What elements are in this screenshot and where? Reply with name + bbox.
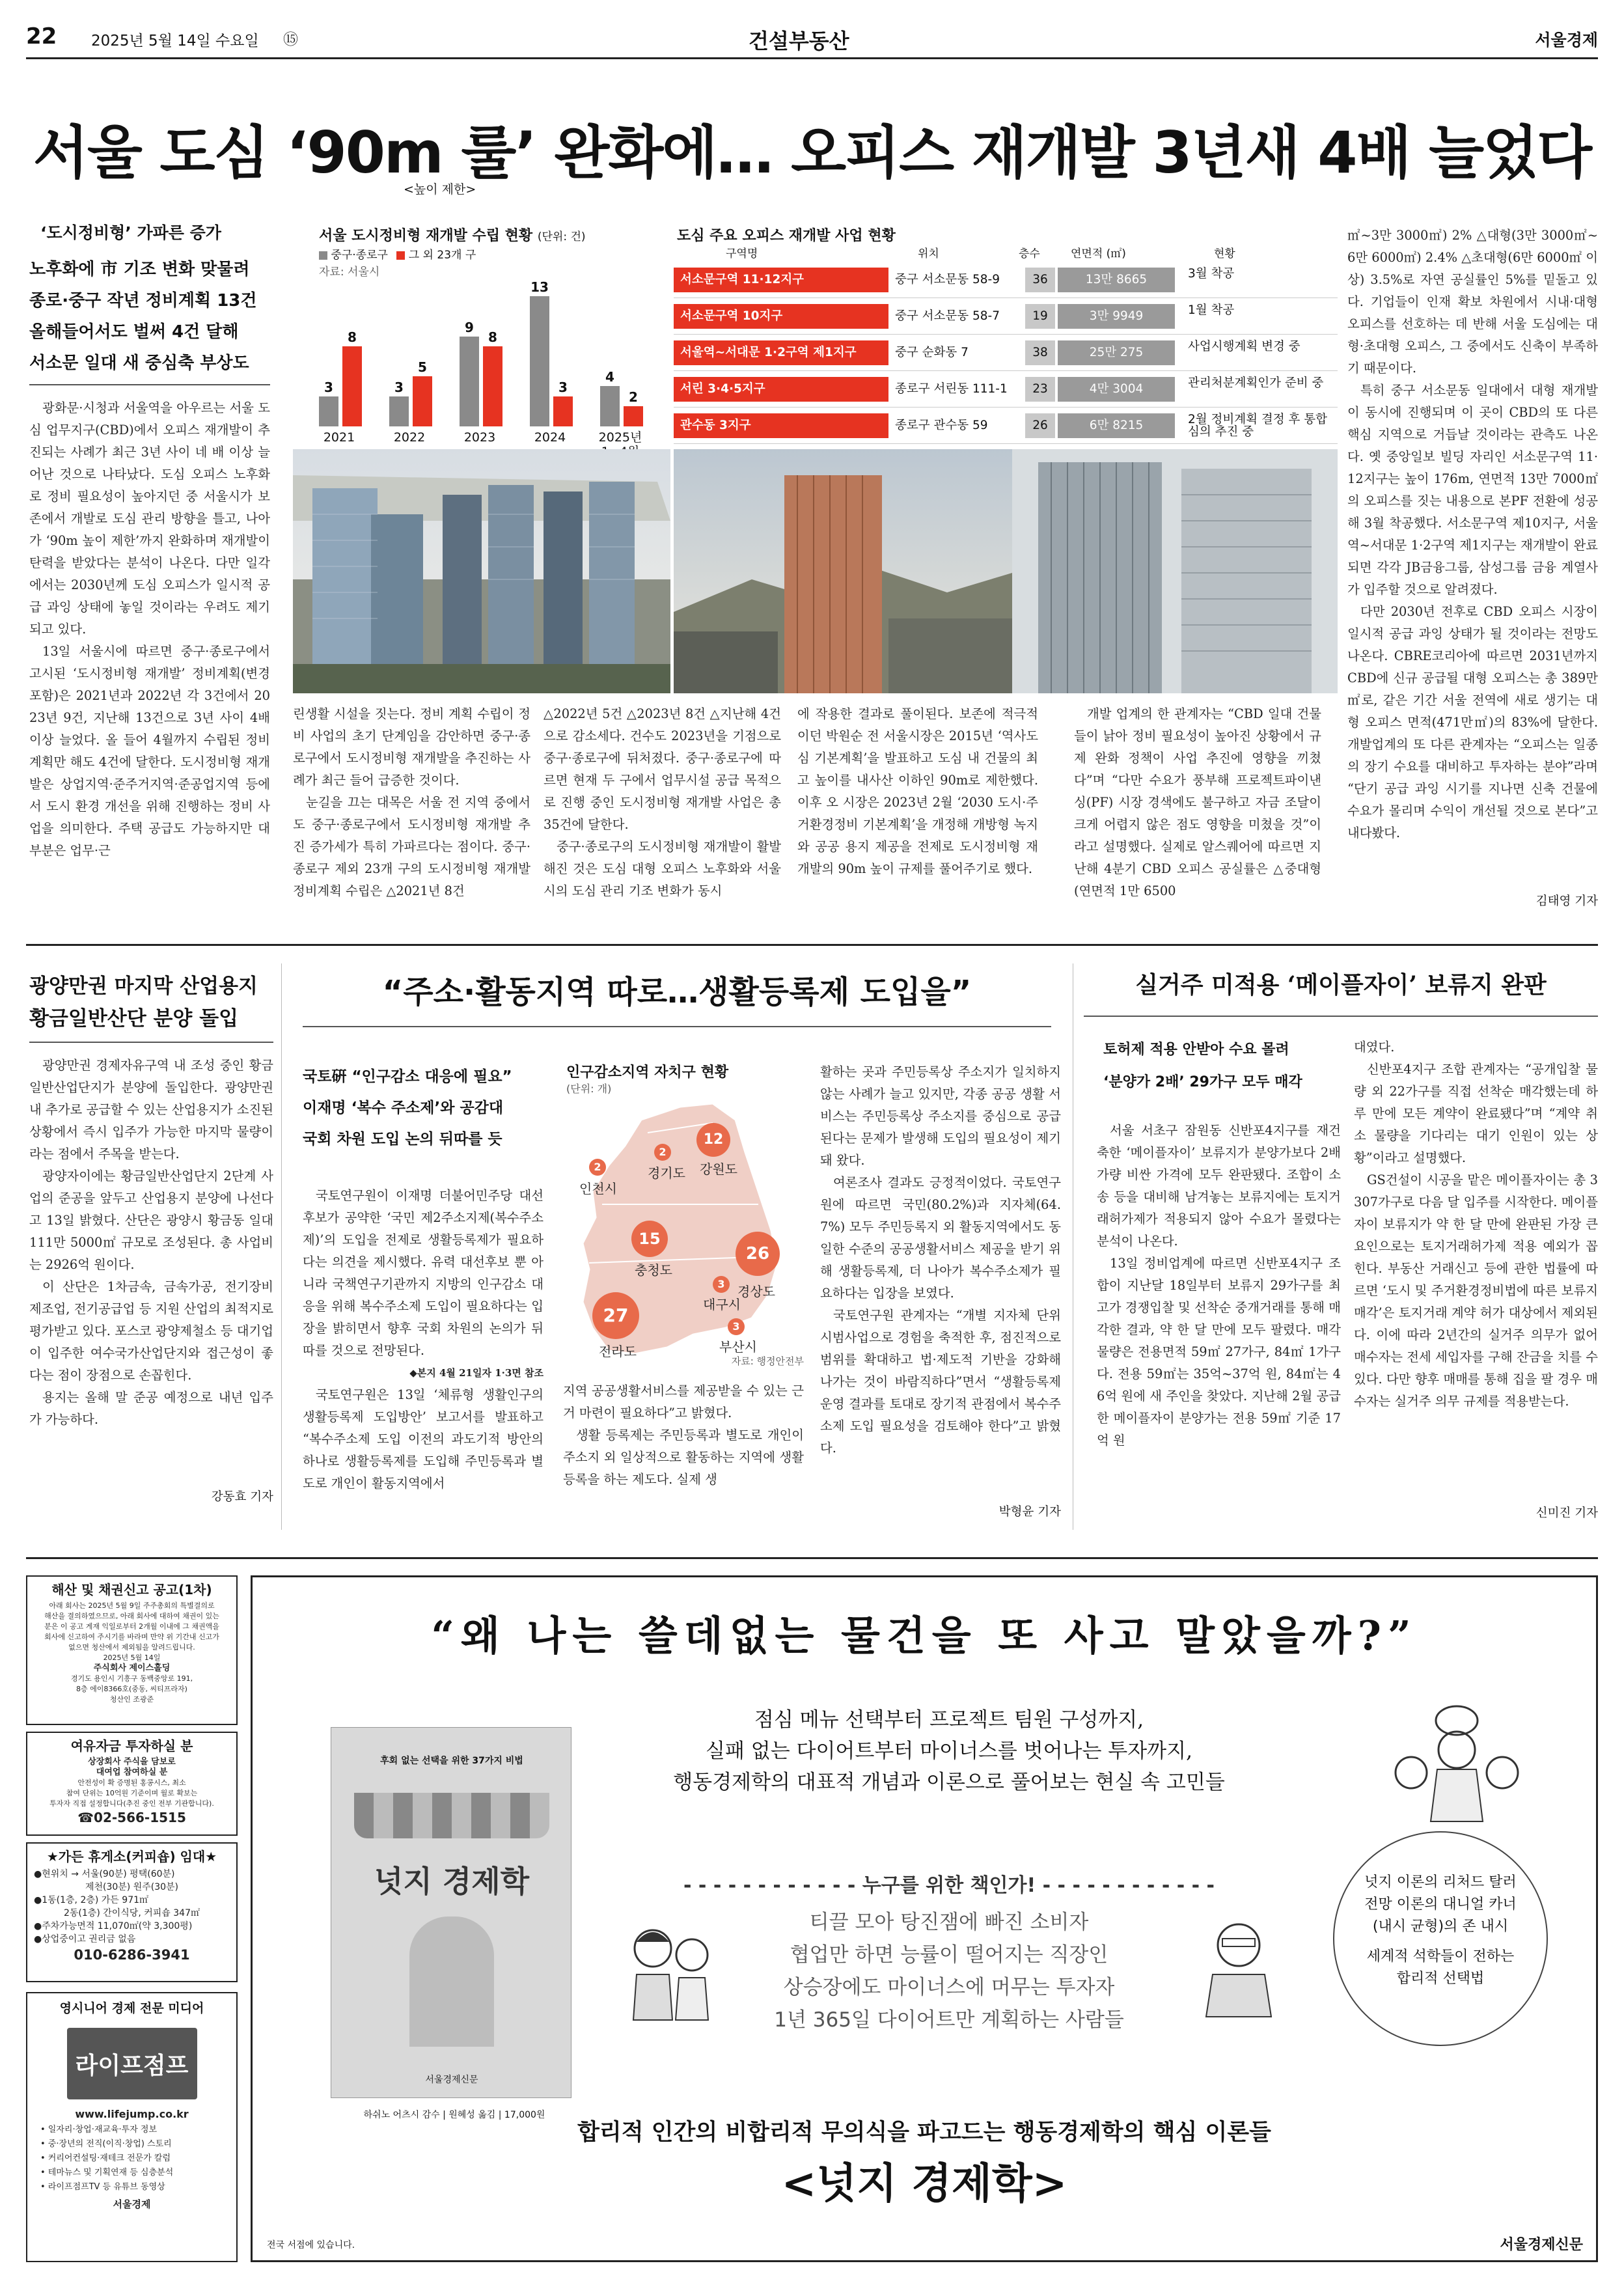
paragraph: 여론조사 결과도 긍정적이었다. 국토연구원에 따르면 국민(80.2%)과 지자체(64.7%) 모두 주민등록지 외 활동지역에서도 동일한 수준의 공공생활서비스 제공을 받기 위해 생활등록제, 더 나아가 복수주소제가 필요하다는 입장을 보였다.	[820, 1175, 1061, 1301]
table-cell: 중구 서소문동 58-7	[895, 309, 1000, 323]
issue-date: 2025년 5월 14일 수요일	[91, 33, 259, 49]
classified-rental	[26, 1842, 238, 1982]
lead-column-5	[1074, 703, 1321, 911]
intro-line: 점심 메뉴 선택부터 프로젝트 팀원 구성까지,	[754, 1708, 1144, 1732]
article-maplexi-byline: 신미진 기자	[1535, 1506, 1598, 1520]
region-dot: 26	[736, 1232, 780, 1276]
table-cell: 3만 9949	[1058, 304, 1175, 329]
classified-title: ★가든 휴게소(커피숍) 임대★	[46, 1849, 217, 1864]
chart-title	[319, 225, 586, 245]
table-header: 현황	[1214, 247, 1235, 260]
legend-swatch-1	[319, 251, 327, 260]
for-whom-dash: - - - - - - - - - - - -	[1042, 1874, 1215, 1897]
chart-bar	[530, 296, 549, 426]
table-cell: 6만 8215	[1058, 413, 1175, 438]
article-industrial-body	[29, 1055, 273, 1478]
book-ad-publisher: 서울경제신문	[1500, 2237, 1583, 2253]
table-cell: 38	[1025, 340, 1055, 365]
chart-bar	[413, 376, 432, 426]
paragraph: 13일 서울시에 따르면 중구·종로구에서 고시된 ‘도시정비형 재개발’ 정비계획(변경 포함)은 2021년과 2022년 각 3건에서 2023년 9건, 지난해 13건으로 3년 사이 4배 이상 늘었다. 올 들어 4월까지 수립된 정비 계획만 해도 4건에 달한다. 도시정비형 재개발은 상업지역·준주거지역·준공업지역 등에서 도시 환경 개선을 위해 진행하는 정비 사업을 의미한다. 주택 공급도 가능하지만 대부분은 업무·근	[29, 644, 270, 858]
legend-swatch-2	[396, 251, 405, 260]
cartoon-person-right	[1190, 1909, 1287, 2020]
section-divider-1	[26, 944, 1598, 946]
paragraph: 특히 중구 서소문동 일대에서 대형 재개발이 동시에 진행되며 이 곳이 CBD의 또 다른 핵심 지역으로 거듭날 것이라는 관측도 나온다. 옛 중앙일보 빌딩 자리인 서소문구역 11·12지구는 높이 176m, 연면적 13만 7000㎡의 오피스를 짓는 내용으로 본PF 전환에 성공해 3월 착공했다. 서소문구역 제10지구, 서울역~서대문 1·2구역 제1지구는 재개발이 완료되면 각각 JB금융그룹, 삼성그룹 금융 계열사가 입주할 것으로 알려졌다.	[1347, 383, 1598, 597]
classified-line: 참여 단위는 10억원 기준이며 월로 확보는	[66, 1789, 198, 1797]
region-label: 경기도	[648, 1165, 685, 1181]
paragraph: ㎡~3만 3000㎡) 2% △대형(3만 3000㎡~6만 6000㎡) 2.4% △초대형(6만 6000㎡ 이상) 3.5%로 자연 공실률인 5%를 밑돌고 있다. 기업들이 인재 확보 차원에서 시내·대형 오피스를 선호하는 데 반해 서울 도심에는 대형·초대형 오피스, 그 중에서도 신축이 부족하기 때문이다.	[1347, 228, 1598, 376]
article-maplexi-subheads	[1103, 1034, 1344, 1099]
region-label: 충청도	[635, 1262, 672, 1278]
paragraph: 생활 등록제는 주민등록과 별도로 개인이 주소지 외 일상적으로 활동하는 지역에 생활 등록을 하는 제도다. 실제 생	[563, 1428, 804, 1487]
classified-line: 경기도 용인시 기흥구 동백중앙로 191,	[70, 1674, 193, 1683]
region-dot: 2	[589, 1159, 606, 1176]
lead-subhead: 노후화에 市 기조 변화 맞물려	[29, 260, 250, 279]
table-row	[674, 268, 1338, 292]
map-title: 인구감소지역 자치구 현황	[566, 1064, 729, 1081]
article-registration-col-3	[820, 1061, 1061, 1523]
classified-line: 분은 이 공고 게재 익일로부터 2개월 이내에 그 채권액을	[44, 1622, 219, 1631]
classified-line: 없으면 청산에서 제외됨을 알려드립니다.	[68, 1643, 195, 1652]
building-illustration-1	[293, 449, 670, 693]
table-cell: 서린 3·4·5지구	[674, 377, 888, 402]
classified-line: ●현위치 → 서울(90분) 평택(60분)	[34, 1869, 175, 1879]
book-author-line: 하쉬노 어츠시 감수 | 원혜성 옮김 | 17,000원	[363, 2110, 545, 2120]
table-cell: 서소문구역 10지구	[674, 304, 888, 329]
article-maplexi-headline: 실거주 미적용 ‘메이플자이’ 보류지 완판	[1135, 971, 1547, 999]
classified-line: 8층 에이8366호(중동, 씨티프라자)	[76, 1685, 187, 1693]
lead-column-1	[29, 397, 270, 1016]
legend-label-1: 중구·종로구	[331, 249, 388, 262]
audience-line: 협업만 하면 능률이 떨어지는 직장인	[790, 1943, 1108, 1967]
paragraph: 신반포4지구 조합 관계자는 “공개입찰 물량 외 22가구를 직접 선착순 매각했는데 하루 만에 모든 계약이 완료됐다”며 “계약 취소 물량을 기다리는 대기 인원이 있는 상황”이라고 설명했다.	[1354, 1062, 1598, 1165]
classified-title: 영시니어 경제 전문 미디어	[59, 2001, 204, 2015]
region-label: 부산시	[719, 1339, 757, 1355]
table-cell: 서소문구역 11·12지구	[674, 268, 888, 292]
paragraph: 국토연구원은 13일 ‘체류형 생활인구의 생활등록제 도입방안’ 보고서를 발표하고 “복수주소제 도입 이전의 과도기적 방안의 하나로 생활등록제를 도입해 주민등록과 별도로 개인이 활동지역에서	[303, 1387, 544, 1491]
region-label: 대구시	[703, 1297, 741, 1312]
chart-unit: (단위: 건)	[537, 230, 586, 243]
chart-data-label: 2	[629, 389, 638, 405]
section-name: 건설부동산	[749, 29, 849, 53]
table-cell: 중구 서소문동 58-9	[895, 273, 1000, 286]
classified-line: 상장회사 주식을 담보로	[88, 1757, 176, 1767]
classified-line: 2025년 5월 14일	[103, 1653, 161, 1662]
paragraph: 다만 2030년 전후로 CBD 오피스 시장이 일시적 공급 과잉 상태가 될 것이라는 전망도 나온다. CBRE코리아에 따르면 2031년까지 CBD에 신규 공급될 대형 오피스는 총 389만㎡로, 같은 기간 서울 전역에 새로 생기는 대형 오피스 면적(471만㎡)의 83%에 달한다. 개발업계의 또 다른 관계자는 “오피스는 일종의 장기 수요를 대비하고 투자하는 분야”라며 “단기 공급 과잉 시기를 지나면 신축 건물에 수요가 몰리며 수익이 개선될 것으로 본다”고 내다봤다.	[1347, 604, 1598, 840]
classified-line: 청산인 조광준	[109, 1695, 154, 1704]
paragraph: 광양자이에는 황금일반산업단지 2단계 사업의 준공을 앞두고 산업용지 분양에 나선다고 13일 밝혔다. 산단은 광양시 황금동 일대 111만 5000㎡ 규모로 조성된다. 총 사업비는 2926억 원이다.	[29, 1169, 273, 1272]
classified-line: • 중·장년의 전직(이직·창업) 스토리	[40, 2139, 172, 2149]
classified-url: www.lifejump.co.kr	[75, 2108, 189, 2120]
subhead: 국토硏 “인구감소 대응에 필요”	[303, 1068, 512, 1085]
table-cell: 19	[1025, 304, 1055, 329]
paragraph: 13일 정비업계에 따르면 신반포4지구 조합이 지난달 18일부터 보류지 29가구를 최고가 경쟁입찰 및 선착순 중개거래를 통해 매각한 결과, 약 한 달 만에 모두 팔렸다. 매각 물량은 전용면적 59㎡ 27가구, 84㎡ 1가구다. 전용 59㎡는 35억~37억 원, 84㎡는 46억 원에 새 주인을 찾았다. 지난해 2월 공급한 메이플자이 분양가는 전용 59㎡ 기준 17억 원	[1097, 1256, 1341, 1448]
book-audience	[669, 1906, 1229, 2036]
paragraph: 용지는 올해 말 준공 예정으로 내년 입주가 가능하다.	[29, 1390, 273, 1427]
article-registration-subheads	[303, 1061, 550, 1155]
table-cell: 관리처분계획인가 준비 중	[1188, 376, 1324, 390]
circle-line: 전망 이론의 대니얼 카너	[1364, 1896, 1517, 1913]
chart-title-text: 서울 도시정비형 재개발 수립 현황	[319, 228, 533, 244]
paragraph: 활하는 곳과 주민등록상 주소지가 일치하지 않는 사례가 늘고 있지만, 각종 공공 생활 서비스는 주민등록상 주소지를 중심으로 공급된다는 문제가 발생해 도입의 필요성이 제기돼 왔다.	[820, 1064, 1061, 1168]
classified-line: • 일자리·창업·재교육·투자 정보	[40, 2125, 158, 2135]
circle-text	[1334, 1872, 1547, 1990]
lead-headline: 서울 도심 ‘90m 룰’ 완화에… 오피스 재개발 3년새 4배 늘었다	[33, 119, 1591, 186]
book-cover-awning	[354, 1793, 549, 1838]
book-cover	[331, 1727, 571, 2098]
book-ad-circle	[1333, 1831, 1548, 2046]
classified-line: 안전성이 확 증명된 홍콩시스, 최소	[77, 1778, 186, 1787]
classified-phone: 010-6286-3941	[74, 1947, 190, 1963]
table-cell: 3월 착공	[1188, 267, 1235, 281]
table-cell: 23	[1025, 377, 1055, 402]
building-illustration-3	[1012, 449, 1338, 693]
classified-line: 회사에 신고하여 주시기를 바라며 만약 위 기간내 신고가	[44, 1633, 219, 1641]
classified-line: • 커리어컨설팅·재테크 전문가 칼럼	[40, 2153, 171, 2163]
subhead: 토허제 적용 안받아 수요 몰려	[1103, 1042, 1289, 1058]
table-cell: 13만 8665	[1058, 268, 1175, 292]
bar-chart	[293, 225, 657, 456]
chart-tick-label: 2021	[323, 430, 355, 445]
classified-line: • 테마뉴스 및 기획연재 등 심층분석	[40, 2168, 174, 2178]
region-label: 전라도	[599, 1344, 637, 1359]
chart-bar	[460, 337, 479, 426]
chart-data-label: 8	[348, 329, 357, 345]
cartoon-chef-group	[1372, 1695, 1541, 1825]
table-cell: 종로구 관수동 59	[895, 419, 988, 432]
table-cell: 36	[1025, 268, 1055, 292]
circle-line: 세계적 석학들이 전하는	[1366, 1948, 1515, 1965]
headline-note: <높이 제한>	[404, 182, 476, 197]
table-cell: 2월 정비계획 결정 후 통합심의 추진 중	[1188, 413, 1328, 439]
paragraph: 국토연구원 관계자는 “개별 지자체 단위 시범사업으로 경험을 축적한 후, 점진적으로 범위를 확대하고 법·제도적 기반을 강화해 나가는 것이 바람직하다”면서 “생활등록제 운영 결과를 토대로 장기적 관점에서 복수주소제 도입 필요성을 검토해야 한다”고 밝혔다.	[820, 1308, 1061, 1456]
classified-line: ●1동(1층, 2층) 가든 971㎡	[34, 1895, 149, 1905]
table-header: 층수	[1019, 247, 1040, 260]
table-title: 도심 주요 오피스 재개발 사업 현황	[677, 228, 896, 244]
region-dot: 27	[592, 1292, 639, 1339]
circle-line: 합리적 선택법	[1396, 1971, 1485, 1987]
paragraph: △2022년 5건 △2023년 8건 △지난해 4건으로 감소세다. 건수도 2023년을 기점으로 중구·종로구에 뒤처졌다. 중구·종로구에 따르면 현재 두 구에서 업무시설 공급 목적으로 진행 중인 도시정비형 재개발 사업은 총 35건에 달한다.	[544, 706, 781, 832]
page-number: 22	[26, 23, 57, 49]
article-industrial-headline: 광양만권 마지막 산업용지 황금일반산단 분양 돌입	[29, 975, 258, 1031]
region-dot: 3	[728, 1318, 745, 1335]
paragraph: 개발 업계의 한 관계자는 “CBD 일대 건물들이 낡아 정비 필요성이 높아진 상황에서 규제 완화 정책이 사업 추진에 영향을 끼쳤다”며 “다만 수요가 풍부해 프로젝트파이낸싱(PF) 시장 경색에도 불구하고 자금 조달이 크게 어렵지 않은 점도 영향을 미쳤을 것”이라고 설명했다. 실제로 알스퀘어에 따르면 지난해 4분기 CBD 오피스 공실률은 △중대형(연면적 1만 6500	[1074, 706, 1321, 898]
book-ad-title: <넛지 경제학>	[781, 2159, 1067, 2208]
lead-subhead: 올해들어서도 벌써 4건 달해	[29, 322, 239, 342]
table-row-divider	[674, 334, 1338, 335]
table-row-divider	[674, 297, 1338, 298]
chart-plot-area	[306, 277, 657, 426]
region-dot: 2	[654, 1144, 671, 1161]
classified-line: 해산을 결의하였으므로, 아래 회사에 대하여 채권이 있는	[44, 1612, 219, 1620]
book-cover-title: 넛지 경제학	[374, 1864, 530, 1899]
chart-tick-label: 2023	[463, 430, 496, 445]
rendering-photo-1	[293, 449, 670, 693]
chart-bar	[389, 396, 409, 426]
classified-line: • 라이프점프TV 등 유튜브 동영상	[40, 2182, 165, 2192]
chart-tick-label: 2022	[393, 430, 426, 445]
chart-bar	[624, 406, 643, 426]
chart-data-label: 3	[394, 380, 404, 395]
table-row-divider	[674, 407, 1338, 408]
audience-line: 1년 365일 다이어트만 계획하는 사람들	[774, 2008, 1124, 2032]
classified-phone: ☎02-566-1515	[77, 1810, 186, 1825]
chart-bar	[600, 386, 620, 426]
classified-line: ●상업중이고 권리금 없음	[34, 1934, 136, 1944]
chart-tick-label: 2024	[534, 430, 566, 445]
table-header: 연면적 (㎡)	[1071, 247, 1126, 260]
classified-investment	[26, 1732, 238, 1836]
book-advertisement	[251, 1575, 1598, 2262]
lead-subheads	[29, 254, 270, 379]
table-row	[674, 340, 1338, 365]
book-cover-top: 후회 없는 선택을 위한 37가지 비법	[380, 1756, 523, 1766]
paragraph: 린생활 시설을 짓는다. 정비 계획 수립이 정비 사업의 초기 단계임을 감안하면 중구·종로구에서 도시정비형 재개발을 추진하는 사례가 최근 들어 급증한 것이다.	[293, 706, 530, 788]
region-map	[563, 1061, 804, 1367]
paragraph: 에 작용한 결과로 풀이된다. 보존에 적극적이던 박원순 전 서울시장은 2015년 ‘역사도심 기본계획’을 발표하고 도심 내 건물의 최고 높이를 내사산 이하인 90m로 제한했다. 이후 오 시장은 2023년 2월 ‘2030 도시·주거환경정비 기본계획’을 개정해 개방형 녹지와 공공 용지 제공을 전제로 도시정비형 재개발의 90m 높이 규제를 풀어주기로 했다.	[797, 706, 1038, 876]
intro-line: 실패 없는 다이어트부터 마이너스를 벗어나는 투자까지,	[706, 1739, 1192, 1763]
lead-kicker: ‘도시정비형’ 가파른 증가	[40, 223, 221, 242]
lead-byline: 김태영 기자	[1535, 894, 1598, 908]
circle-line: 넛지 이론의 리처드 탈러	[1364, 1874, 1517, 1890]
for-whom-dash: - - - - - - - - - - - -	[683, 1874, 862, 1897]
table-cell: 25만 275	[1058, 340, 1175, 365]
chart-data-label: 5	[418, 359, 427, 375]
article-registration	[290, 963, 1064, 1536]
region-dot: 12	[696, 1123, 730, 1157]
article-registration-col-1	[303, 1185, 544, 1523]
intro-line: 행동경제학의 대표적 개념과 이론으로 풀어보는 현실 속 고민들	[673, 1771, 1225, 1794]
rendering-photo-3	[1012, 449, 1338, 693]
reference-note: ◆본지 4월 21일자 1·3면 참조	[409, 1367, 544, 1379]
headline-rule	[1084, 1016, 1598, 1017]
chart-data-label: 13	[530, 279, 549, 295]
table-row-divider	[674, 443, 1338, 444]
book-ad-headline: “왜 나는 쓸데없는 물건을 또 사고 말았을까?”	[431, 1612, 1418, 1659]
classified-line: 2동(1층) 간이식당, 커피숍 347㎡	[64, 1908, 200, 1918]
chart-data-label: 9	[465, 320, 474, 335]
book-ad-intro	[656, 1704, 1242, 1798]
classified-line: ●주차가능면적 11,070㎡(약 3,300평)	[34, 1921, 193, 1931]
region-label: 경상도	[737, 1284, 775, 1299]
table-cell: 종로구 서린동 111-1	[895, 382, 1008, 396]
book-cover-figure	[409, 1916, 494, 2047]
table-header: 위치	[918, 247, 939, 260]
paragraph: 서울 서초구 잠원동 신반포4지구를 재건축한 ‘메이플자이’ 보류지가 분양가보다 2배가량 비싼 가격에 모두 완판됐다. 조합이 소송 등을 대비해 남겨놓는 보류지에는 토지거래허가제가 적용되지 않아 수요가 몰렸다는 분석이 나온다.	[1097, 1123, 1341, 1249]
chart-bar	[483, 346, 502, 426]
for-whom-heading	[669, 1869, 1229, 1898]
paragraph: 국토연구원이 이재명 더불어민주당 대선후보가 공약한 ‘국민 제2주소지제(복수주소제)’의 도입을 전제로 생활등록제가 필요하다는 의견을 제시했다. 유력 대선후보 뿐 아니라 국책연구기관까지 지방의 인구감소 대응을 위해 복수주소제 도입이 필요하다는 입장을 밝히면서 향후 국회 차원의 논의가 뒤따를 것으로 전망된다.	[303, 1188, 544, 1358]
paragraph: 눈길을 끄는 대목은 서울 전 지역 중에서도 중구·종로구에서 도시정비형 재개발 추진 증가세가 특히 가파르다는 점이다. 중구·종로구 제외 23개 구의 도시정비형 재개발 정비계획 수립은 △2021년 8건	[293, 795, 530, 898]
paragraph: 광화문·시청과 서울역을 아우르는 서울 도심 업무지구(CBD)에서 오피스 재개발이 추진되는 사례가 최근 3년 사이 네 배 이상 늘어난 것으로 나타났다. 도심 오피스 노후화로 정비 필요성이 높아지던 중 서울시가 보존에서 개발로 도심 관리 방향을 틀고, 나아가 ‘90m 높이 제한’까지 완화하며 재개발이 탄력을 받았다는 분석이 나온다. 다만 일각에서는 2030년께 도심 오피스가 일시적 공급 과잉 상태에 놓일 것이라는 우려도 제기되고 있다.	[29, 400, 270, 637]
chart-data-label: 4	[605, 369, 614, 385]
lifejump-logo	[67, 2028, 197, 2099]
table-cell: 중구 순화동 7	[895, 346, 969, 359]
for-whom-text: 누구를 위한 책인가!	[862, 1874, 1036, 1897]
paragraph: 광양만권 경제자유구역 내 조성 중인 황금일반산업단지가 분양에 돌입한다. 광양만권 내 추가로 공급할 수 있는 산업용지가 소진된 상황에서 즉시 입주가 가능한 마지막 물량이라는 점에서 주목을 받는다.	[29, 1058, 273, 1161]
rendering-photo-2	[674, 449, 1012, 693]
audience-line: 상승장에도 마이너스에 머무는 투자자	[783, 1976, 1115, 1999]
classified-title: 여유자금 투자하실 분	[70, 1738, 193, 1754]
table-cell: 서울역~서대문 1·2구역 제1지구	[674, 340, 888, 365]
article-registration-byline: 박형윤 기자	[820, 1502, 1061, 1519]
classified-title: 해산 및 채권신고 공고(1차)	[51, 1582, 212, 1598]
chart-bar	[342, 346, 362, 426]
column-rule	[281, 963, 282, 1530]
region-label: 강원도	[700, 1161, 737, 1177]
table-row	[674, 413, 1338, 438]
project-table	[674, 225, 1338, 472]
classified-line: 제천(30분) 원주(30분)	[85, 1882, 179, 1892]
headline-rule	[29, 1042, 273, 1043]
map-source: 자료: 행정안전부	[731, 1355, 804, 1367]
chart-data-label: 3	[324, 380, 333, 395]
chart-data-label: 3	[558, 380, 568, 395]
paper-name: 서울경제	[1535, 31, 1598, 49]
audience-line: 티끌 모아 탕진잼에 빠진 소비자	[809, 1911, 1089, 1934]
classified-line: 아래 회사는 2025년 5월 9일 주주총회의 특별결의로	[49, 1601, 215, 1610]
chart-bar	[319, 396, 338, 426]
page-header	[26, 18, 1598, 57]
header-rule	[26, 57, 1598, 59]
paragraph: GS건설이 시공을 맡은 메이플자이는 총 3307가구로 다음 달 입주를 시작한다. 메이플자이 보류지가 약 한 달 만에 완판된 가장 큰 요인으로는 토지거래허가제 적용 예외가 꼽힌다. 부동산 거래신고 등에 관한 법률에 따르면 ‘도시 및 주거환경정비법에 따른 보류지 매각’은 토지거래 계약 허가 대상에서 제외된다. 이에 따라 2년간의 실거주 의무가 없어 매수자는 전세 세입자를 구해 잔금을 치를 수 있다. 다만 향후 매매를 통해 집을 팔 경우 매수자는 실거주 의무 규제를 적용받는다.	[1354, 1172, 1598, 1409]
article-registration-headline: “주소·활동지역 따로…생활등록제 도입을”	[382, 974, 972, 1010]
chart-legend	[319, 245, 476, 262]
classified-liquidation	[26, 1575, 238, 1725]
map-unit: (단위: 개)	[566, 1083, 612, 1095]
edition-mark: ⑮	[283, 31, 298, 48]
circle-line: (내시 균형)의 존 내시	[1372, 1918, 1509, 1935]
classified-lifejump	[26, 1992, 238, 2262]
headline-rule	[303, 1026, 1051, 1027]
paragraph: 중구·종로구의 도시정비형 재개발이 활발해진 것은 도심 대형 오피스 노후화와 서울시의 도심 관리 기조 변화가 동시	[544, 839, 781, 898]
classified-footer: 서울경제	[113, 2198, 151, 2210]
article-industrial-byline: 강동효 기자	[211, 1490, 273, 1504]
book-ad-footnote: 전국 서점에 있습니다.	[267, 2240, 355, 2250]
table-row	[674, 377, 1338, 402]
article-maplexi-col-1	[1097, 1120, 1341, 1523]
paragraph: 지역 공공생활서비스를 제공받을 수 있는 근거 마련이 필요하다”고 밝혔다.	[563, 1383, 804, 1420]
table-cell: 관수동 3지구	[674, 413, 888, 438]
paragraph: 대였다.	[1354, 1040, 1395, 1055]
region-dot: 3	[713, 1276, 730, 1293]
lifejump-logo-text: 라이프점프	[75, 2053, 189, 2079]
lead-column-2	[293, 703, 530, 911]
table-row	[674, 304, 1338, 329]
legend-label-2: 그 외 23개 구	[408, 249, 476, 262]
table-header-row	[674, 244, 1338, 264]
lead-column-6	[1347, 225, 1598, 908]
table-row-divider	[674, 370, 1338, 371]
book-ad-tagline: 합리적 인간의 비합리적 무의식을 파고드는 행동경제학의 핵심 이론들	[577, 2120, 1271, 2146]
classified-line: 투자자 직접 설정합니다(추진 중인 전부 기관합니다).	[49, 1799, 214, 1808]
chart-bar	[553, 396, 573, 426]
chart-data-label: 8	[488, 329, 497, 345]
book-cover-publisher: 서울경제신문	[425, 2075, 478, 2085]
classified-line: 대여업 참여하실 분	[96, 1767, 168, 1777]
subhead: ‘분양가 2배’ 29가구 모두 매각	[1103, 1074, 1302, 1090]
table-cell: 1월 착공	[1188, 303, 1235, 317]
article-registration-col-2	[563, 1380, 804, 1523]
building-illustration-2	[674, 449, 1012, 693]
subhead: 이재명 ‘복수 주소제’와 공감대	[303, 1100, 504, 1116]
chart-source: 자료: 서울시	[319, 266, 380, 279]
article-maplexi-col-2	[1354, 1036, 1598, 1505]
lead-column-4	[797, 703, 1038, 911]
article-industrial	[29, 963, 273, 1536]
chart-tick-label: 2025년	[598, 430, 642, 445]
subhead: 국회 차원 도입 논의 뒤따를 듯	[303, 1131, 502, 1148]
cartoon-people-left	[624, 1916, 715, 2027]
table-cell: 26	[1025, 413, 1055, 438]
lead-column-3	[544, 703, 781, 911]
region-label: 인천시	[579, 1181, 617, 1197]
table-cell: 4만 3004	[1058, 377, 1175, 402]
section-divider-2	[26, 1557, 1598, 1559]
lead-subhead: 서소문 일대 새 중심축 부상도	[29, 353, 249, 373]
paragraph: 이 산단은 1차금속, 금속가공, 전기장비 제조업, 전기공급업 등 지원 산업의 최적지로 평가받고 있다. 포스코 광양제철소 등 대기업이 입주한 여수국가산업단지와 접근성이 좋다는 점이 장점으로 손꼽힌다.	[29, 1279, 273, 1383]
lead-subhead: 종로·중구 작년 정비계획 13건	[29, 291, 257, 311]
article-mapleXi	[1084, 963, 1598, 1536]
table-cell: 사업시행계획 변경 중	[1188, 340, 1301, 353]
classified-line: 주식회사 제이스홀딩	[93, 1663, 171, 1673]
region-dot: 15	[631, 1221, 668, 1257]
table-header: 구역명	[726, 247, 758, 260]
subhead-rule	[29, 384, 270, 385]
